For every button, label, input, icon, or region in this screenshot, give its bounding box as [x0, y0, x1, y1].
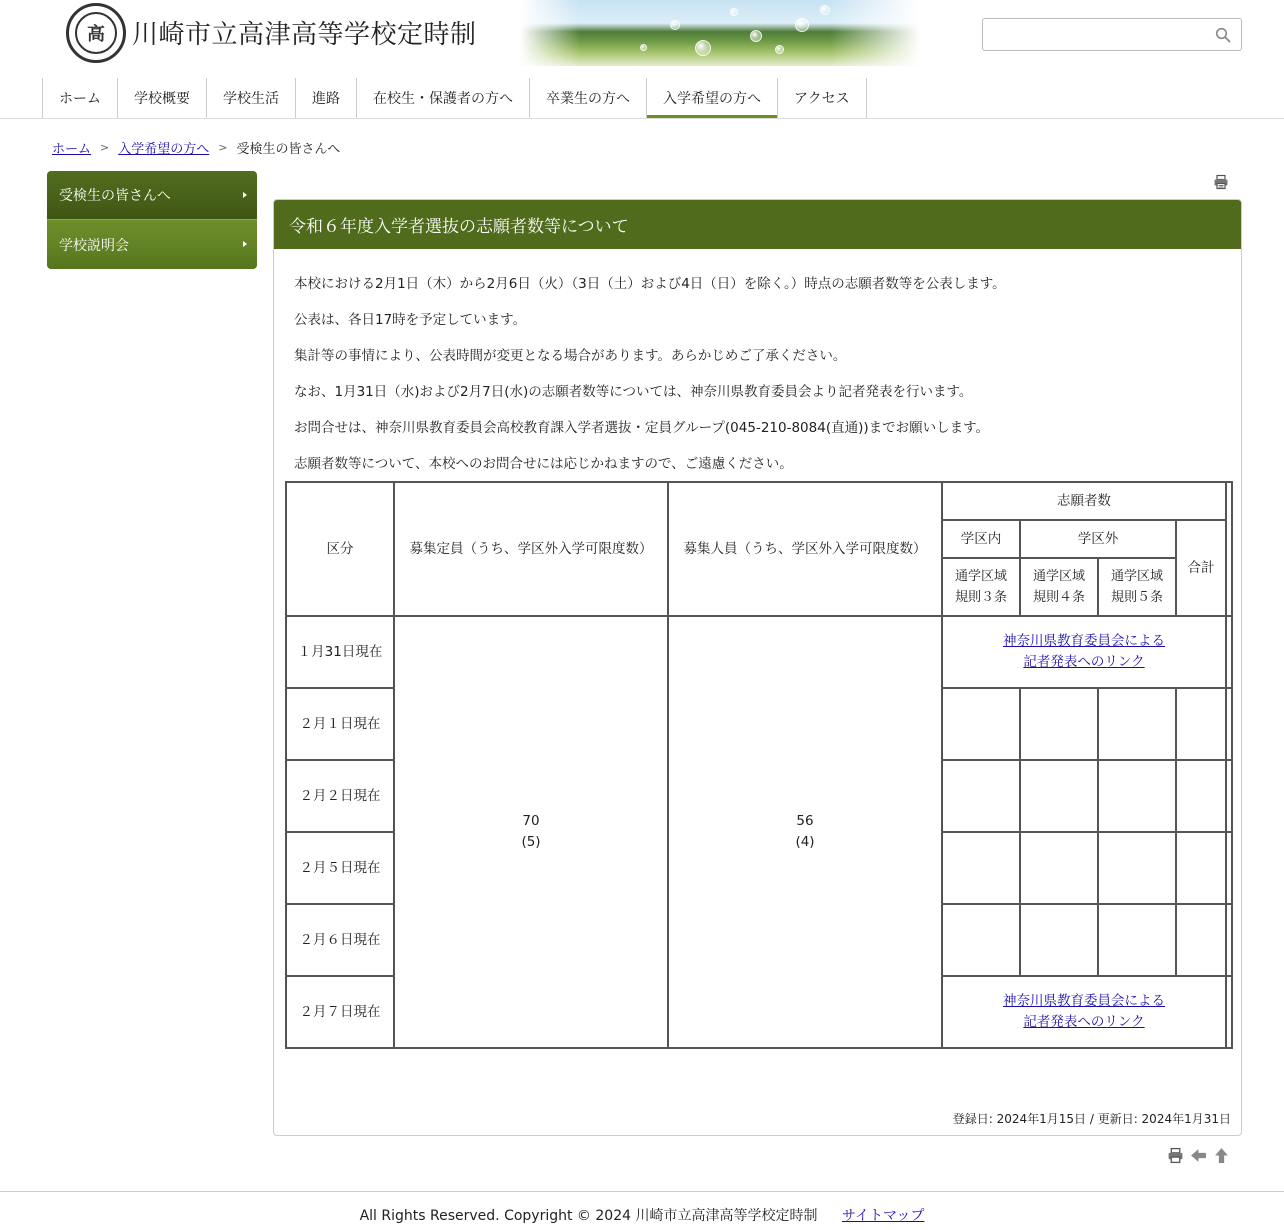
chevron-right-icon [243, 192, 247, 198]
page-dates: 登録日: 2024年1月15日 / 更新日: 2024年1月31日 [952, 1112, 1231, 1126]
breadcrumb [52, 138, 340, 157]
search-box [982, 18, 1242, 51]
chevron-right-icon [243, 241, 247, 247]
page-top-arrow-icon[interactable] [1213, 1147, 1230, 1164]
article-paragraph: 本校における2月1日（木）から2月6日（火）（3日（土）および4日（日）を除く。）時点の志願者数等を公表します。 [294, 276, 1006, 292]
nav-students-parents[interactable]: 在校生・保護者の方へ [356, 78, 529, 118]
press-release-link-cell [942, 976, 1226, 1048]
table-row [286, 616, 1232, 688]
side-item-label: 受検生の皆さんへ [59, 188, 171, 204]
teiin-value: 70 [522, 813, 540, 829]
breadcrumb-admission-link[interactable]: 入学希望の方へ [118, 142, 210, 157]
jinin-cell [668, 616, 942, 1048]
header-kubun: 区分 [286, 482, 394, 616]
sitemap-link[interactable]: サイトマップ [841, 1208, 925, 1224]
row-label: ２月１日現在 [286, 688, 394, 760]
header-gakkugai: 学区外 [1020, 520, 1176, 558]
jinin-limit: (4) [795, 834, 815, 850]
header-teiin: 募集定員（うち、学区外入学可限度数） [394, 482, 668, 616]
header-applicants: 志願者数 [942, 482, 1226, 520]
article-paragraph: 公表は、各日17時を予定しています。 [294, 312, 527, 328]
header-jinin: 募集人員（うち、学区外入学可限度数） [668, 482, 942, 616]
page-tools [1167, 1147, 1230, 1164]
link-line: 記者発表へのリンク [1023, 1014, 1145, 1030]
header-forest-image [520, 0, 920, 66]
search-icon[interactable] [1215, 27, 1231, 43]
print-icon[interactable] [1167, 1147, 1184, 1164]
article-paragraph: なお、1月31日（水)および2月7日(水)の志願者数等については、神奈川県教育委員会より記者発表を行います。 [294, 384, 973, 400]
school-emblem-icon[interactable] [66, 3, 126, 63]
nav-school-overview[interactable]: 学校概要 [117, 78, 206, 118]
article-paragraph: 集計等の事情により、公表時間が変更となる場合があります。あらかじめご了承ください。 [294, 348, 847, 364]
teiin-limit: (5) [521, 834, 541, 850]
site-footer [0, 1205, 1284, 1225]
chevron-right-icon: > [218, 141, 228, 154]
header-rule4: 通学区域 規則４条 [1020, 558, 1098, 616]
header-total: 合計 [1176, 520, 1226, 616]
jinin-value: 56 [796, 813, 814, 829]
press-release-link[interactable] [1003, 633, 1165, 670]
footer-divider [0, 1191, 1284, 1192]
article-paragraph: 志願者数等について、本校へのお問合せには応じかねますので、ご遠慮ください。 [294, 456, 793, 472]
nav-access[interactable]: アクセス [777, 78, 867, 118]
nav-home[interactable]: ホーム [42, 78, 117, 118]
link-line: 神奈川県教育委員会による [1003, 633, 1165, 649]
row-label: ２月５日現在 [286, 832, 394, 904]
emblem-text: 高 [75, 12, 117, 54]
chevron-right-icon: > [100, 141, 110, 154]
header-gakkunai: 学区内 [942, 520, 1020, 558]
teiin-cell [394, 616, 668, 1048]
nav-admission[interactable]: 入学希望の方へ [646, 78, 777, 118]
nav-school-life[interactable]: 学校生活 [206, 78, 295, 118]
nav-career[interactable]: 進路 [295, 78, 356, 118]
article-title: 令和６年度入学者選抜の志願者数等について [274, 200, 1241, 249]
search-input[interactable] [989, 24, 1209, 46]
nav-divider [0, 118, 1284, 119]
row-label: ２月６日現在 [286, 904, 394, 976]
header-rule3: 通学区域 規則３条 [942, 558, 1020, 616]
link-line: 記者発表へのリンク [1023, 654, 1145, 670]
row-label: ２月２日現在 [286, 760, 394, 832]
article-panel [273, 199, 1242, 1136]
back-arrow-icon[interactable] [1190, 1147, 1207, 1164]
side-item-info-session[interactable] [47, 220, 257, 269]
header-rule5: 通学区域 規則５条 [1098, 558, 1176, 616]
side-item-examinees[interactable] [47, 171, 257, 220]
side-item-label: 学校説明会 [59, 237, 129, 254]
breadcrumb-current: 受検生の皆さんへ [236, 142, 341, 157]
breadcrumb-home-link[interactable]: ホーム [52, 142, 92, 157]
site-header [0, 0, 1284, 70]
press-release-link[interactable] [1003, 993, 1165, 1030]
print-icon[interactable] [1213, 174, 1229, 190]
nav-graduates[interactable]: 卒業生の方へ [529, 78, 646, 118]
site-title[interactable]: 川崎市立高津高等学校定時制 [132, 20, 477, 50]
side-menu [47, 171, 257, 269]
global-nav [42, 78, 867, 118]
link-line: 神奈川県教育委員会による [1003, 993, 1165, 1009]
row-label: ２月７日現在 [286, 976, 394, 1048]
copyright: All Rights Reserved. Copyright © 2024 川崎市立高津高等学校定時制 [359, 1208, 818, 1224]
applicants-table [285, 481, 1233, 1049]
row-label: １月31日現在 [286, 616, 394, 688]
press-release-link-cell [942, 616, 1226, 688]
article-paragraph: お問合せは、神奈川県教育委員会高校教育課入学者選抜・定員グループ(045-210-8084(直通))までお願いします。 [294, 420, 990, 436]
